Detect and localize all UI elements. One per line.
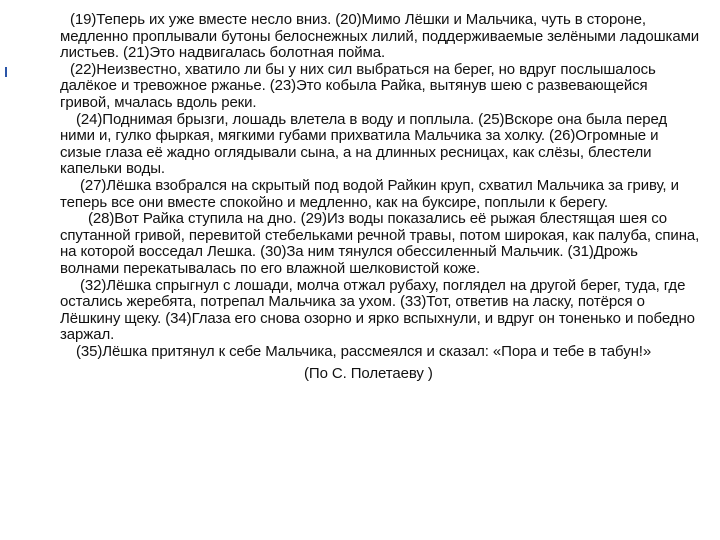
side-marker (5, 67, 7, 77)
paragraph-28-31: (28)Вот Райка ступила на дно. (29)Из воды показались её рыжая блестящая шея со спутанной гривой, перевитой стебельками речной травы, потом широкая, как палуба, спина, на которой восседал Лешка. (30)За ним тянулся обессиленный Мальчик. (31)Дрожь волнами перекатывалась по его влажной шелковистой коже. (60, 210, 700, 277)
story-text (60, 12, 700, 383)
paragraph-24-26: (24)Поднимая брызги, лошадь влетела в воду и поплыла. (25)Вскоре она была перед ними и, гулко фыркая, мягкими губами прихватила Мальчика за холку. (26)Огромные и сизые глаза её жадно оглядывали сына, а на длинных ресницах, как слёзы, блестели капельки воды. (60, 110, 668, 178)
paragraph-32-34: (32)Лёшка спрыгнул с лошади, молча отжал рубаху, поглядел на другой берег, туда, где остались жеребята, потрепал Мальчика за ухом. (33)Тот, ответив на ласку, потёрся о Лёшкину щеку. (34)Глаза его снова озорно и ярко вспыхнули, и вдруг он тоненько и победно заржал. (60, 276, 695, 344)
attribution: (По С. Полетаеву ) (304, 365, 433, 383)
paragraph-27: (27)Лёшка взобрался на скрытый под водой Райкин круп, схватил Мальчика за гриву, и теперь все они вместе спокойно и медленно, как на буксире, поплыли к берегу. (60, 176, 679, 211)
paragraph-35: (35)Лёшка притянул к себе Мальчика, рассмеялся и сказал: «Пора и тебе в табун!» (76, 342, 652, 360)
paragraph-19-21: (19)Теперь их уже вместе несло вниз. (20)Мимо Лёшки и Мальчика, чуть в стороне, медленно проплывали бутоны белоснежных лилий, поддерживаемые зелёными ладошками листьев. (21)Это надвигалась болотная пойма. (60, 11, 700, 62)
paragraph-22-23: (22)Неизвестно, хватило ли бы у них сил выбраться на берег, но вдруг послышалось далёкое и тревожное ржанье. (23)Это кобыла Райка, вытянув шею с развевающейся гривой, мчалась вдоль реки. (60, 60, 656, 111)
